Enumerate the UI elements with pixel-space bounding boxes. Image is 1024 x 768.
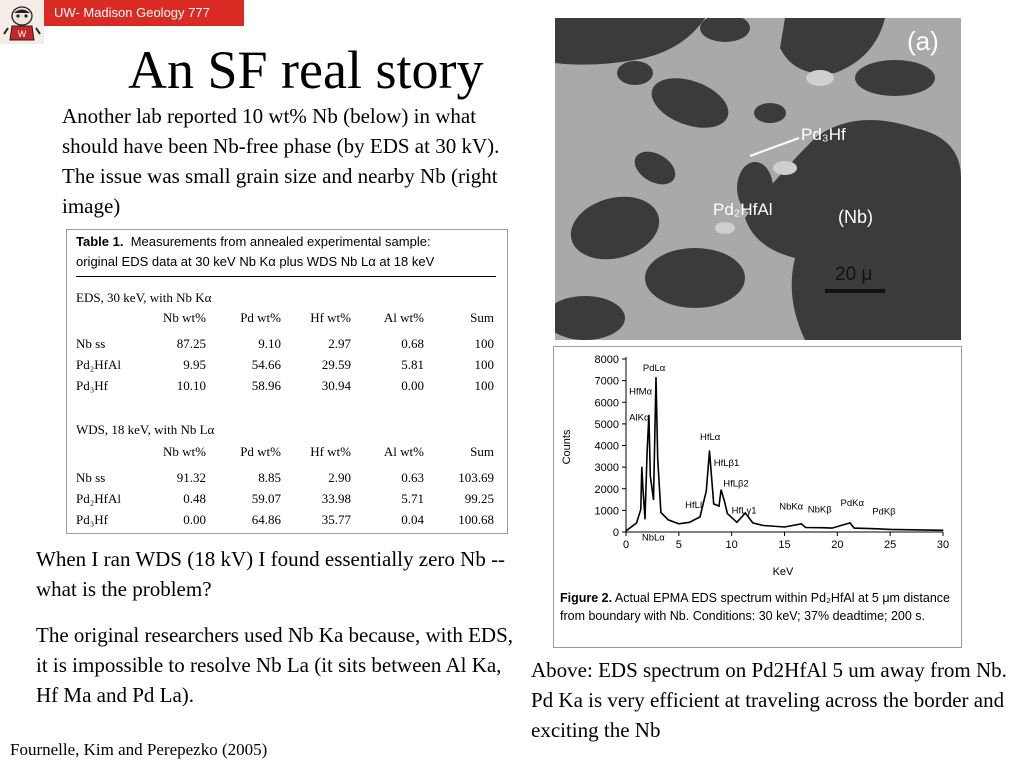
peak-label: HfMα xyxy=(629,386,653,398)
x-tick-label: 0 xyxy=(622,539,630,551)
spectrum-data-point xyxy=(644,518,645,519)
spectrum-data-point xyxy=(699,516,700,517)
phase-label: Pd₃Hf xyxy=(801,125,846,144)
cell: 0.00 xyxy=(401,378,424,393)
table-row xyxy=(76,355,496,375)
section-heading: EDS, 30 keV, with Nb Kα xyxy=(76,290,212,305)
spectrum-data-point xyxy=(653,499,654,500)
spectrum-data-point xyxy=(805,527,806,528)
row-phase: Pd₂HfAl xyxy=(76,357,121,372)
spectrum-data-point xyxy=(713,503,714,504)
peak-label: PdLα xyxy=(642,362,666,374)
y-tick-label: 5000 xyxy=(594,418,619,431)
spectrum-data-point xyxy=(625,530,626,531)
cell: 5.71 xyxy=(401,491,424,506)
cell: 54.66 xyxy=(251,357,281,372)
spectrum-data-point xyxy=(736,522,737,523)
y-tick-label: 8000 xyxy=(594,354,619,366)
col-header: Sum xyxy=(470,310,494,325)
table-row xyxy=(76,510,496,530)
citation: Fournelle, Kim and Perepezko (2005) xyxy=(10,740,268,759)
peak-label: HfLβ1 xyxy=(713,458,740,470)
question-text: When I ran WDS (18 kV) I found essentially zero Nb -- what is the problem? xyxy=(36,547,506,601)
panel-label: (a) xyxy=(907,26,939,56)
table-caption-line2: original EDS data at 30 keV Nb Kα plus WDS Nb Lα at 18 keV xyxy=(76,254,435,269)
phase-label: (Nb) xyxy=(838,207,873,227)
spectrum-data-point xyxy=(641,467,642,468)
y-tick-label: 2000 xyxy=(594,483,619,496)
scale-bar-label: 20 μ xyxy=(835,264,873,285)
spectrum-data-point xyxy=(660,512,661,513)
cell: 2.97 xyxy=(328,336,351,351)
x-tick-label: 15 xyxy=(778,539,791,551)
x-axis-label: KeV xyxy=(772,566,794,578)
x-tick-label: 10 xyxy=(725,539,738,551)
figure-caption-prefix: Figure 2. xyxy=(560,591,613,605)
spectrum-data-point xyxy=(642,487,643,488)
figure-caption xyxy=(560,589,956,625)
eds-spectrum-figure xyxy=(553,346,962,648)
cell: 9.95 xyxy=(183,357,206,372)
spectrum-data-point xyxy=(784,526,785,527)
table-caption-prefix: Table 1. xyxy=(76,234,124,249)
peak-label: NbKβ xyxy=(807,504,832,516)
cell: 64.86 xyxy=(251,512,281,527)
cell: 0.04 xyxy=(401,512,424,527)
table-row xyxy=(76,334,496,354)
col-header: Al wt% xyxy=(383,444,424,459)
row-phase: Nb ss xyxy=(76,470,106,485)
sem-micrograph xyxy=(555,18,961,340)
table-caption-text: Measurements from annealed experimental sample: xyxy=(130,234,431,249)
cell: 103.69 xyxy=(458,470,494,485)
cell: 91.32 xyxy=(176,470,206,485)
cell: 99.25 xyxy=(464,491,494,506)
col-header: Pd wt% xyxy=(240,310,281,325)
cell: 59.07 xyxy=(251,491,281,506)
table-row xyxy=(76,376,496,396)
peak-label: HfLα xyxy=(699,432,721,444)
spectrum-data-point xyxy=(650,475,651,476)
cell: 87.25 xyxy=(176,336,206,351)
col-header: Pd wt% xyxy=(240,444,281,459)
peak-label: AlKα xyxy=(629,412,650,424)
cell: 0.48 xyxy=(183,491,206,506)
cell: 8.85 xyxy=(258,470,281,485)
spectrum-data-point xyxy=(727,513,728,514)
intro-text: Another lab reported 10 wt% Nb (below) in what should have been Nb-free phase (by EDS at 30 kV). The issue was small grain size and nearby Nb (right image) xyxy=(62,104,500,218)
measurement-table xyxy=(66,229,508,534)
spectrum-data-point xyxy=(668,519,669,520)
cell: 35.77 xyxy=(321,512,351,527)
svg-text:W: W xyxy=(17,29,27,39)
col-header: Nb wt% xyxy=(163,310,206,325)
spectrum-data-point xyxy=(877,528,878,529)
cell: 2.90 xyxy=(328,470,351,485)
y-tick-label: 1000 xyxy=(594,505,619,518)
peak-label: HfLβ2 xyxy=(723,478,749,490)
peak-label: HfLγ1 xyxy=(731,505,757,517)
col-header: Hf wt% xyxy=(310,310,351,325)
spectrum-data-point xyxy=(890,529,891,530)
cell: 100 xyxy=(474,336,494,351)
section-heading: WDS, 18 keV, with Nb Lα xyxy=(76,422,215,437)
cell: 100.68 xyxy=(458,512,494,527)
spectrum-data-point xyxy=(657,458,658,459)
spectrum-data-point xyxy=(942,530,943,531)
peak-label: NbLα xyxy=(641,532,665,544)
col-header: Al wt% xyxy=(383,310,424,325)
spectrum-data-point xyxy=(718,505,719,506)
x-tick-label: 30 xyxy=(936,539,950,551)
table-row xyxy=(76,489,496,509)
spectrum-data-point xyxy=(647,451,648,452)
y-tick-label: 0 xyxy=(612,527,619,539)
cell: 100 xyxy=(474,378,494,393)
answer-text: The original researchers used Nb Ka because, with EDS, it is impossible to resolve Nb La (it sits between Al Ka, Hf Ma and Pd La). xyxy=(36,623,514,707)
x-tick-label: 5 xyxy=(675,539,682,551)
cell: 0.63 xyxy=(401,470,424,485)
peak-label: NbKα xyxy=(779,501,804,513)
y-tick-label: 4000 xyxy=(594,440,619,453)
y-tick-label: 7000 xyxy=(594,375,619,388)
cell: 5.81 xyxy=(401,357,424,372)
cell: 10.10 xyxy=(176,378,206,393)
row-phase: Nb ss xyxy=(76,336,106,351)
cell: 29.59 xyxy=(321,357,351,372)
spectrum-data-point xyxy=(640,509,641,510)
spectrum-data-point xyxy=(655,377,656,378)
spectrum-data-point xyxy=(724,500,725,501)
col-header: Sum xyxy=(470,444,494,459)
cell: 9.10 xyxy=(258,336,281,351)
spectrum-data-point xyxy=(801,523,802,524)
spectrum-data-point xyxy=(821,527,822,528)
course-header-bar: UW- Madison Geology 777 xyxy=(44,0,244,26)
figure-caption-text: Actual EPMA EDS spectrum within Pd₂HfAl at 5 μm distance from boundary with Nb. Conditions: 30 keV; 37% deadtime; 200 s. xyxy=(560,591,950,623)
cell: 58.96 xyxy=(251,378,281,393)
y-tick-label: 3000 xyxy=(594,462,619,475)
y-tick-label: 6000 xyxy=(594,397,619,410)
spectrum-data-point xyxy=(678,523,679,524)
phase-label: Pd₂HfAl xyxy=(713,200,773,219)
cell: 100 xyxy=(474,357,494,372)
table-section-heading xyxy=(76,288,496,308)
cell: 33.98 xyxy=(321,491,351,506)
spectrum-data-point xyxy=(706,490,707,491)
cell: 0.00 xyxy=(183,512,206,527)
spectrum-explanation: Above: EDS spectrum on Pd2HfAl 5 um away from Nb. Pd Ka is very efficient at traveling across the border and exciting the Nb xyxy=(531,658,1007,742)
table-section-heading xyxy=(76,420,496,440)
table-divider xyxy=(76,276,496,277)
table-header-row xyxy=(76,308,496,328)
spectrum-data-point xyxy=(689,522,690,523)
row-phase: Pd₂HfAl xyxy=(76,491,121,506)
cell: 0.68 xyxy=(401,336,424,351)
table-caption-line1 xyxy=(76,232,431,252)
row-phase: Pd₃Hf xyxy=(76,512,108,527)
table-row xyxy=(76,468,496,488)
eds-spectrum-chart xyxy=(554,347,961,587)
spectrum-data-point xyxy=(763,525,764,526)
x-tick-label: 25 xyxy=(884,539,897,551)
peak-label: HfLl xyxy=(685,500,703,512)
spectrum-data-point xyxy=(831,528,832,529)
peak-label: PdKα xyxy=(840,498,864,510)
badger-mascot-icon xyxy=(0,0,44,44)
slide-title: An SF real story xyxy=(128,40,484,100)
row-phase: Pd₃Hf xyxy=(76,378,108,393)
x-tick-label: 20 xyxy=(831,539,844,551)
cell: 30.94 xyxy=(321,378,351,393)
spectrum-data-point xyxy=(854,528,855,529)
peak-label: PdKβ xyxy=(872,506,896,518)
spectrum-data-point xyxy=(709,450,710,451)
spectrum-data-point xyxy=(752,522,753,523)
spectrum-data-point xyxy=(721,489,722,490)
y-axis-label: Counts xyxy=(561,429,573,465)
spectrum-data-point xyxy=(636,522,637,523)
col-header: Nb wt% xyxy=(163,444,206,459)
spectrum-data-point xyxy=(849,522,850,523)
col-header: Hf wt% xyxy=(310,444,351,459)
table-header-row xyxy=(76,442,496,462)
